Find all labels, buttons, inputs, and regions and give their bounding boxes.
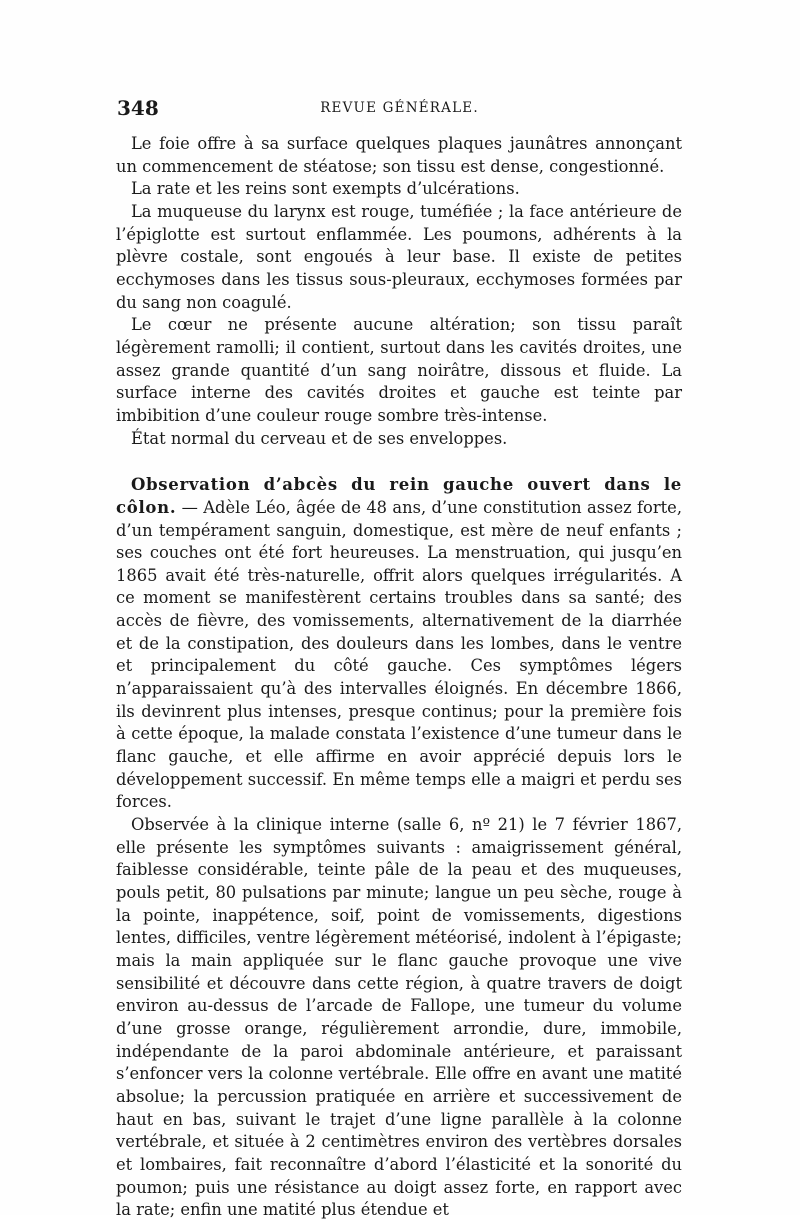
body-text: [116, 133, 682, 1222]
observation-heading: Observation d’abcès du rein gauche ouvert dans le côlon.: [116, 475, 682, 517]
paragraph-larynx: La muqueuse du larynx est rouge, tuméfiée ; la face antérieure de l’épiglotte est surtout enflammée. Les poumons, adhérents à la plèvre costale, sont engoués à leur base. Il existe de petites ecchymoses dans les tissus sous-pleuraux, ecchymoses formées par du sang non coagulé.: [116, 201, 682, 312]
observation-paragraph: [116, 474, 682, 814]
page-number: 348: [117, 96, 159, 120]
paragraph-heart: Le cœur ne présente aucune altération; son tissu paraît légèrement ramolli; il contient, surtout dans les cavités droites, une assez grande quantité d’un sang noirâtre, dissous et fluide. La surface interne des cavités droites et gauche est teinte par imbibition d’une couleur rouge sombre très-intense.: [116, 315, 682, 425]
page-header: [117, 96, 682, 122]
observation-text: — Adèle Léo, âgée de 48 ans, d’une constitution assez forte, d’un tempérament sanguin, domestique, est mère de neuf enfants ; ses couches ont été fort heureuses. La menstruation, qui jusqu’en 1865 avait été très-naturelle, offrit alors quelques irrégularités. A ce moment se manifestèrent certains troubles dans sa santé; des accès de fièvre, des vomissements, alternativement de la diarrhée et de la constipation, des douleurs dans les lombes, dans le ventre et principalement du côté gauche. Ces symptômes légers n’apparaissaient qu’à des intervalles éloignés. En décembre 1866, ils devinrent plus intenses, presque continus; pour la première fois à cette époque, la malade constata l’existence d’une tumeur dans le flanc gauche, et elle affirme en avoir apprécié depuis lors le développement successif. En même temps elle a maigri et perdu ses forces.: [116, 497, 682, 812]
paragraph-spleen: La rate et les reins sont exempts d’ulcérations.: [131, 179, 520, 199]
observation-paragraph-2: Observée à la clinique interne (salle 6, nº 21) le 7 février 1867, elle présente les symptômes suivants : amaigrissement général, faiblesse considérable, teinte pâle de la peau et des muqueuses, pouls petit, 80 pulsations par minute; langue un peu sèche, rouge à la pointe, inappétence, soif, point de vomissements, digestions lentes, difficiles, ventre légèrement météorisé, indolent à l’épigaste; mais la main appliquée sur le flanc gauche provoque une vive sensibilité et découvre dans cette région, à quatre travers de doigt environ au-dessus de l’arcade de Fallope, une tumeur du volume d’une grosse orange, régulièrement arrondie, dure, immobile, indépendante de la paroi abdominale antérieure, et paraissant s’enfoncer vers la colonne vertébrale. Elle offre en avant une matité absolue; la percussion pratiquée en arrière et successivement de haut en bas, suivant le trajet d’une ligne parallèle à la colonne vertébrale, et située à 2 centimètres environ des vertèbres dorsales et lombaires, fait reconnaître d’abord l’élasticité et la sonorité du poumon; puis une résistance au doigt assez forte, en rapport avec la rate; enfin une matité plus étendue et: [116, 815, 682, 1220]
running-head: REVUE GÉNÉRALE.: [320, 100, 479, 116]
paragraph-brain: État normal du cerveau et de ses enveloppes.: [131, 428, 508, 448]
paragraph-liver: Le foie offre à sa surface quelques plaques jaunâtres annonçant un commencement de stéatose; son tissu est dense, congestionné.: [116, 134, 682, 176]
